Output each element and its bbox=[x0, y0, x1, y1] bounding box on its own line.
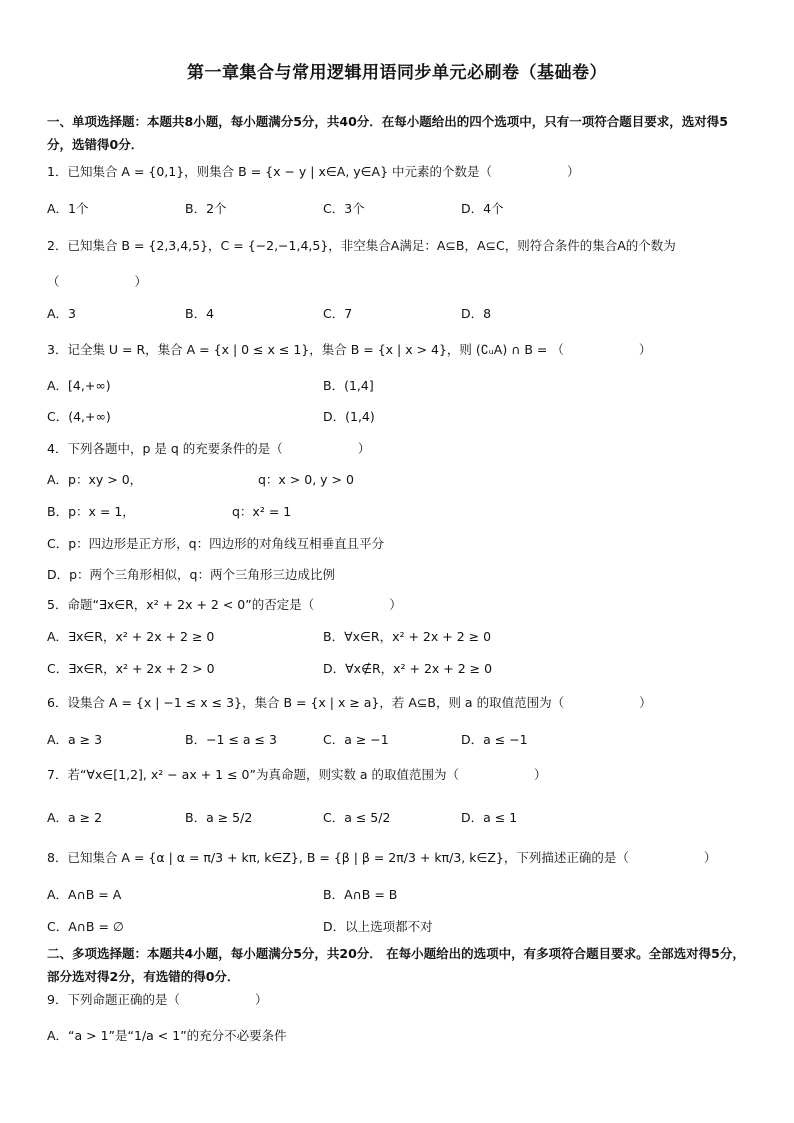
q8-option-b: B．A∩B = B bbox=[323, 887, 398, 902]
page-title: 第一章集合与常用逻辑用语同步单元必刷卷（基础卷） bbox=[187, 63, 607, 83]
question-6: 6．设集合 A = {x | −1 ≤ x ≤ 3}，集合 B = {x | x ≥ a}，若 A⊆B，则 a 的取值范围为（ ） bbox=[47, 695, 652, 710]
question-1: 1．已知集合 A = {0,1}，则集合 B = {x − y | x∈A, y∈A} 中元素的个数是（ ） bbox=[47, 164, 580, 179]
q4-option-d: D．p：两个三角形相似，q：两个三角形三边成比例 bbox=[47, 567, 335, 582]
q2-option-a: A．3 bbox=[47, 306, 77, 321]
q4-option-b-q: q：x² = 1 bbox=[232, 504, 292, 519]
q6-option-a: A．a ≥ 3 bbox=[47, 732, 103, 747]
q8-option-d: D．以上选项都不对 bbox=[323, 919, 433, 934]
q7-option-b: B．a ≥ 5/2 bbox=[185, 810, 253, 825]
q7-option-a: A．a ≥ 2 bbox=[47, 810, 103, 825]
q6-option-b: B．−1 ≤ a ≤ 3 bbox=[185, 732, 277, 747]
q4-option-b-p: B．p：x = 1， bbox=[47, 504, 135, 519]
q4-option-a-p: A．p：xy > 0， bbox=[47, 472, 143, 487]
q2-option-b: B．4 bbox=[185, 306, 215, 321]
question-4: 4．下列各题中，p 是 q 的充要条件的是（ ） bbox=[47, 441, 371, 456]
question-2-blank: （ ） bbox=[47, 274, 148, 289]
q1-option-a: A．1个 bbox=[47, 201, 89, 216]
q1-option-b: B．2个 bbox=[185, 201, 227, 216]
q2-option-d: D．8 bbox=[461, 306, 492, 321]
q5-option-c: C．∃x∈R，x² + 2x + 2 > 0 bbox=[47, 661, 215, 676]
q8-option-c: C．A∩B = ∅ bbox=[47, 919, 124, 934]
section-single-choice: 一、单项选择题：本题共8小题，每小题满分5分，共40分．在每小题给出的四个选项中，只有一项符合题目要求，选对得5分，选错得0分． bbox=[47, 114, 728, 152]
q3-option-b: B．(1,4] bbox=[323, 378, 374, 393]
q6-option-c: C．a ≥ −1 bbox=[323, 732, 389, 747]
q7-option-d: D．a ≤ 1 bbox=[461, 810, 518, 825]
q2-option-c: C．7 bbox=[323, 306, 353, 321]
q1-option-d: D．4个 bbox=[461, 201, 504, 216]
q4-option-a-q: q：x > 0, y > 0 bbox=[258, 472, 354, 487]
q5-option-a: A．∃x∈R，x² + 2x + 2 ≥ 0 bbox=[47, 629, 215, 644]
q5-option-d: D．∀x∉R，x² + 2x + 2 ≥ 0 bbox=[323, 661, 493, 676]
question-8: 8．已知集合 A = {α | α = π/3 + kπ, k∈Z}, B = {β | β = 2π/3 + kπ/3, k∈Z}，下列描述正确的是（ ） bbox=[47, 850, 717, 865]
question-9: 9．下列命题正确的是（ ） bbox=[47, 992, 268, 1007]
q9-option-a: A．“a > 1”是“1/a < 1”的充分不必要条件 bbox=[47, 1028, 287, 1043]
q3-option-a: A．[4,+∞) bbox=[47, 378, 111, 393]
q8-option-a: A．A∩B = A bbox=[47, 887, 122, 902]
question-2: 2．已知集合 B = {2,3,4,5}，C = {−2,−1,4,5}，非空集合A满足：A⊆B，A⊆C，则符合条件的集合A的个数为 bbox=[47, 238, 676, 253]
question-5: 5．命题“∃x∈R，x² + 2x + 2 < 0”的否定是（ ） bbox=[47, 597, 402, 612]
q7-option-c: C．a ≤ 5/2 bbox=[323, 810, 391, 825]
q1-option-c: C．3个 bbox=[323, 201, 365, 216]
question-3: 3．记全集 U = R，集合 A = {x | 0 ≤ x ≤ 1}，集合 B = {x | x > 4}，则 (∁ᵤA) ∩ B = （ ） bbox=[47, 342, 652, 357]
q5-option-b: B．∀x∈R，x² + 2x + 2 ≥ 0 bbox=[323, 629, 492, 644]
q3-option-d: D．(1,4) bbox=[323, 409, 375, 424]
q4-option-c: C．p：四边形是正方形，q：四边形的对角线互相垂直且平分 bbox=[47, 536, 385, 551]
q3-option-c: C．(4,+∞) bbox=[47, 409, 111, 424]
question-7: 7．若“∀x∈[1,2], x² − ax + 1 ≤ 0”为真命题，则实数 a 的取值范围为（ ） bbox=[47, 767, 547, 782]
section-multi-choice: 二、多项选择题：本题共4小题，每小题满分5分，共20分． 在每小题给出的选项中，有多项符合题目要求。全部选对得5分，部分选对得2分，有选错的得0分． bbox=[47, 946, 745, 984]
q6-option-d: D．a ≤ −1 bbox=[461, 732, 528, 747]
